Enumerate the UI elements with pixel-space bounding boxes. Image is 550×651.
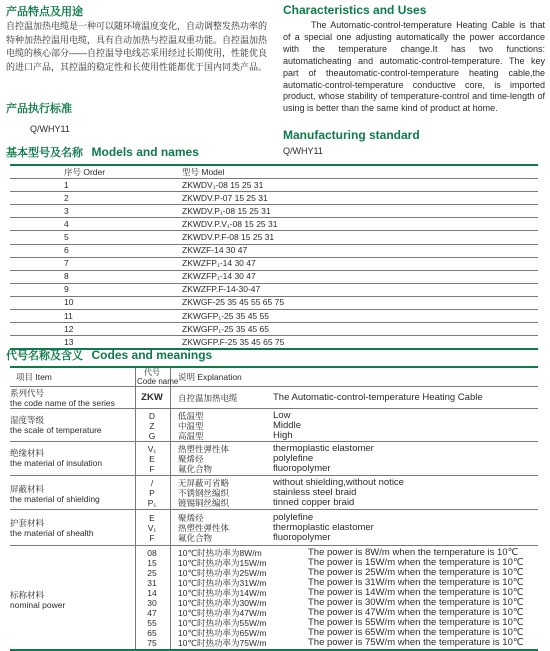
table-row <box>10 205 538 218</box>
row-order: 2 <box>10 192 182 205</box>
temp-item-cn: 湿度等级 <box>10 415 45 425</box>
codes-row-power <box>10 545 538 650</box>
sheath-cn-line: 热塑性弹性体 <box>178 523 230 533</box>
row-model: ZKWZFP₁-14 30 47 <box>182 257 538 270</box>
power-code: 47 <box>147 608 157 618</box>
power-code: 65 <box>147 628 157 638</box>
sheath-item <box>10 518 135 538</box>
series-code: ZKW <box>141 392 163 403</box>
table-row <box>10 283 538 296</box>
table-row <box>10 296 538 309</box>
temp-code: D <box>148 411 156 421</box>
shielding-item-cn: 屏蔽材料 <box>10 484 45 494</box>
power-code: 55 <box>147 618 157 628</box>
power-code: 15 <box>147 558 157 568</box>
temp-item-en: the scale of temperature <box>10 425 102 435</box>
power-en <box>308 548 538 648</box>
series-item-en: the code name of the series <box>10 398 115 408</box>
insulation-item-en: the material of insulation <box>10 458 103 468</box>
models-table <box>10 164 538 350</box>
insulation-code: V₁ <box>147 444 157 454</box>
sheath-codes <box>137 513 167 543</box>
temp-code: G <box>148 431 156 441</box>
shielding-code: P <box>149 488 155 498</box>
shielding-en-line: without shielding,without notice <box>273 477 404 488</box>
sheath-code: F <box>149 533 155 543</box>
sheath-code: E <box>149 513 155 523</box>
codes-heading-en: Codes and meanings <box>91 348 213 362</box>
insulation-item <box>10 448 135 468</box>
power-item <box>10 590 135 610</box>
table-row <box>10 323 538 336</box>
power-cn-line: 10℃时热功率为14W/m <box>178 588 267 598</box>
row-order: 5 <box>10 231 182 244</box>
row-model: ZKWZFP₁-14 30 47 <box>182 270 538 283</box>
temp-en-line: High <box>273 430 293 441</box>
codes-heading <box>6 347 212 363</box>
power-codes <box>137 548 167 648</box>
row-order: 7 <box>10 257 182 270</box>
power-item-cn: 标称材料 <box>10 590 45 600</box>
power-en-line: The power is 8W/m when the temperature is 10℃ <box>308 547 519 558</box>
series-item-cn: 系列代号 <box>10 388 45 398</box>
row-order: 3 <box>10 205 182 218</box>
shielding-item-en: the material of shielding <box>10 494 100 504</box>
codes-table <box>10 366 538 651</box>
features-heading-cn: 产品特点及用途 <box>6 6 83 18</box>
head-explanation: 说明 Explanation <box>178 372 242 382</box>
col-order-header: 序号 Order <box>10 165 182 179</box>
power-cn-line: 10℃时热功率为55W/m <box>178 618 267 628</box>
power-en-line: The power is 75W/m when the temperature is 10℃ <box>308 637 524 648</box>
series-en: The Automatic-control-temperature Heating Cable <box>273 392 483 403</box>
power-code: 75 <box>147 638 157 648</box>
insulation-code: F <box>149 464 155 474</box>
power-code: 30 <box>147 598 157 608</box>
temp-en-line: Middle <box>273 420 301 431</box>
series-item <box>10 388 135 408</box>
temp-cn-line: 高温型 <box>178 431 204 441</box>
shielding-code: P₁ <box>147 498 157 508</box>
shielding-en-line: stainless steel braid <box>273 487 357 498</box>
power-cn-line: 10℃时热功率为25W/m <box>178 568 267 578</box>
sheath-en-line: fluoropolymer <box>273 532 331 543</box>
table-row <box>10 192 538 205</box>
row-order: 12 <box>10 323 182 336</box>
row-order: 11 <box>10 310 182 323</box>
power-en-line: The power is 25W/m when the temperature is 10℃ <box>308 567 524 578</box>
row-model: ZKWDV.P.F-08 15 25 31 <box>182 231 538 244</box>
power-cn-line: 10℃时热功率为15W/m <box>178 558 267 568</box>
insulation-code: E <box>149 454 155 464</box>
power-en-line: The power is 30W/m when the temperature is 10℃ <box>308 597 524 608</box>
shielding-code: / <box>150 478 154 488</box>
row-model: ZKWGFP₁-25 35 45 65 <box>182 323 538 336</box>
row-order: 1 <box>10 179 182 192</box>
codes-heading-cn: 代号名称及含义 <box>6 350 83 362</box>
temp-en <box>273 411 538 441</box>
row-model: ZKWDV.P-07 15 25 31 <box>182 192 538 205</box>
row-model: ZKWZFP.F-14-30-47 <box>182 283 538 296</box>
shielding-cn-line: 不锈钢丝编织 <box>178 488 230 498</box>
row-model: ZKWGFP.F-25 35 45 65 75 <box>182 336 538 350</box>
uses-text-en: The Automatic-control-temperature Heating Cable is that of a special one adjusting automatically the power accordance with the temperature change.It has two functions: automaticheating and automatic-control-temperature. The key part of theautomatic-control-temperature heating cable,the automatic-control-temperature conductive core, is imported product, whose stability of temperature-control and time-length of using is better than the same kind of product at home. <box>283 20 545 114</box>
std-value-right: Q/WHY11 <box>283 146 323 156</box>
sheath-en <box>273 513 538 543</box>
temp-cn-line: 低温型 <box>178 411 204 421</box>
row-model: ZKWDV₁-08 15 25 31 <box>182 179 538 192</box>
power-code: 25 <box>147 568 157 578</box>
shielding-en-line: tinned copper braid <box>273 497 355 508</box>
power-code: 14 <box>147 588 157 598</box>
models-heading-en: Models and names <box>91 145 199 159</box>
sheath-en-line: polylefine <box>273 512 314 523</box>
insulation-cn <box>178 444 278 474</box>
row-order: 9 <box>10 283 182 296</box>
temp-code: Z <box>149 421 155 431</box>
row-model: ZKWDV.P.V₁-08 15 25 31 <box>182 218 538 231</box>
table-row <box>10 218 538 231</box>
codes-row-temperature <box>10 408 538 442</box>
table-row <box>10 179 538 192</box>
insulation-en <box>273 444 538 474</box>
power-cn-line: 10℃时热功率为75W/m <box>178 638 267 648</box>
col-model-header: 型号 Model <box>182 165 538 179</box>
table-row <box>10 244 538 257</box>
sheath-en-line: thermoplastic elastomer <box>273 522 374 533</box>
temp-cn <box>178 411 278 441</box>
table-row <box>10 270 538 283</box>
power-item-en: nominal power <box>10 600 66 610</box>
codes-row-series <box>10 386 538 409</box>
power-cn-line: 10℃时热功率为65W/m <box>178 628 267 638</box>
models-heading-cn: 基本型号及名称 <box>6 147 83 159</box>
temp-item <box>10 415 135 435</box>
power-code: 31 <box>147 578 157 588</box>
power-en-line: The power is 55W/m when the temperature is 10℃ <box>308 617 524 628</box>
row-model: ZKWDV.P₁-08 15 25 31 <box>182 205 538 218</box>
head-code <box>137 368 179 386</box>
temp-cn-line: 中温型 <box>178 421 204 431</box>
power-en-line: The power is 15W/m when the temperature is 10℃ <box>308 557 524 568</box>
power-cn-line: 10℃时热功率为47W/m <box>178 608 267 618</box>
temp-en-line: Low <box>273 410 291 421</box>
insulation-cn-line: 氟化合物 <box>178 464 213 474</box>
standard-heading-cn: 产品执行标准 <box>6 103 72 115</box>
sheath-cn-line: 氟化合物 <box>178 533 213 543</box>
shielding-en <box>273 478 538 508</box>
row-model: ZKWGFP₁-25 35 45 55 <box>182 310 538 323</box>
codes-row-insulation <box>10 441 538 476</box>
power-en-line: The power is 14W/m when the temperature is 10℃ <box>308 587 524 598</box>
shielding-cn-line: 无屏蔽可省略 <box>178 478 230 488</box>
row-model: ZKWGF-25 35 45 55 65 75 <box>182 296 538 309</box>
standard-value-left: Q/WHY11 <box>30 124 70 134</box>
shielding-cn <box>178 478 278 508</box>
table-row <box>10 257 538 270</box>
insulation-en-line: fluoropolymer <box>273 463 331 474</box>
insulation-cn-line: 热塑性弹性体 <box>178 444 230 454</box>
insulation-en-line: polylefine <box>273 453 314 464</box>
insulation-cn-line: 聚烯烃 <box>178 454 204 464</box>
insulation-item-cn: 绝缘材料 <box>10 448 45 458</box>
shielding-cn-line: 镀锡铜丝编织 <box>178 498 230 508</box>
table-row <box>10 310 538 323</box>
std-heading-en: Manufacturing standard <box>283 128 420 142</box>
sheath-item-en: the material of shealth <box>10 528 94 538</box>
row-order: 10 <box>10 296 182 309</box>
uses-heading-en: Characteristics and Uses <box>283 3 427 17</box>
row-order: 13 <box>10 336 182 350</box>
sheath-cn-line: 聚烯烃 <box>178 513 204 523</box>
power-cn-line: 10℃时热功率为31W/m <box>178 578 267 588</box>
models-heading <box>6 144 199 160</box>
features-text-cn: 自控温加热电缆是一种可以随环境温度变化，自动调整发热功率的特种加热控温用电缆，具有自动加热与控温双重功能。自控温加热电缆的核心部分——自控温导电线芯采用经过长期使用，性能优良的进口产品，其控温的稳定性和长使用性能都优于国内同类产品。 <box>6 21 268 72</box>
codes-row-shielding <box>10 475 538 510</box>
sheath-code: V₁ <box>147 523 157 533</box>
models-table-header <box>10 165 538 179</box>
temp-codes <box>137 411 167 441</box>
codes-header-row <box>10 368 538 386</box>
table-row <box>10 231 538 244</box>
power-cn-line: 10℃时热功率为30W/m <box>178 598 267 608</box>
sheath-cn <box>178 513 278 543</box>
shielding-codes <box>137 478 167 508</box>
head-item: 项目 Item <box>16 372 52 382</box>
row-order: 4 <box>10 218 182 231</box>
codes-row-sheath <box>10 509 538 546</box>
sheath-item-cn: 护套材料 <box>10 518 45 528</box>
power-en-line: The power is 65W/m when the temperature is 10℃ <box>308 627 524 638</box>
power-en-line: The power is 47W/m when the temperature is 10℃ <box>308 607 524 618</box>
insulation-codes <box>137 444 167 474</box>
head-code-cn: 代号 <box>144 368 160 377</box>
row-order: 6 <box>10 244 182 257</box>
row-order: 8 <box>10 270 182 283</box>
head-code-en: Code name <box>137 377 179 386</box>
power-cn <box>178 548 278 648</box>
power-cn-line: 10℃时热功率为8W/m <box>178 548 262 558</box>
power-code: 08 <box>147 548 157 558</box>
power-en-line: The power is 31W/m when the temperature is 10℃ <box>308 577 524 588</box>
series-cn: 自控温加热电缆 <box>178 393 238 403</box>
shielding-item <box>10 484 135 504</box>
insulation-en-line: thermoplastic elastomer <box>273 443 374 454</box>
row-model: ZKWZF-14 30 47 <box>182 244 538 257</box>
